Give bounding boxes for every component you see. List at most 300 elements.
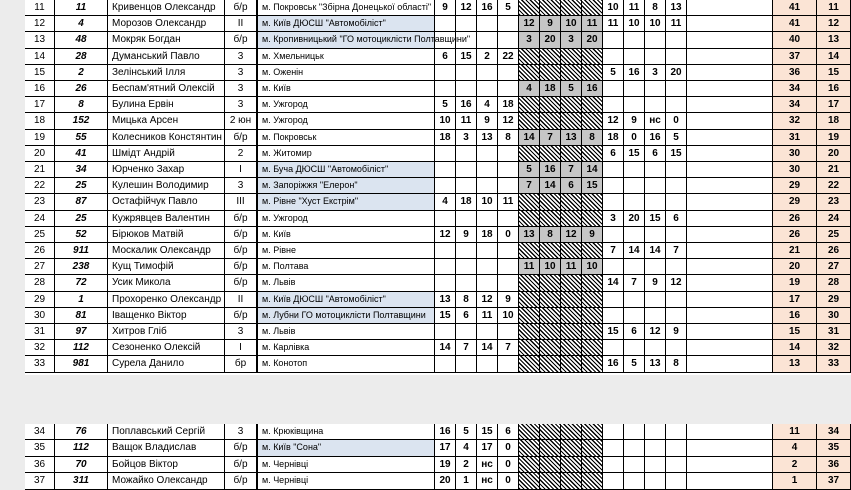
score-cell: 14 [477, 340, 498, 356]
score-cell: 20 [624, 211, 645, 227]
spacer-column [687, 32, 773, 48]
score-cell-empty [645, 32, 666, 48]
score-cell-empty [582, 356, 603, 372]
total-points: 29 [773, 194, 817, 210]
score-cell-empty [603, 259, 624, 275]
rider-class: б/р [225, 32, 257, 48]
score-cell: 15 [645, 211, 666, 227]
total-points: 16 [773, 308, 817, 324]
table-row [25, 49, 851, 65]
rider-class: 3 [225, 65, 257, 81]
place-number: 29 [25, 292, 55, 308]
score-cell-empty [561, 440, 582, 456]
rider-city: м. Чернівці [257, 473, 435, 489]
score-cell: 11 [624, 0, 645, 16]
rider-city: м. Запоріжжя "Елерон" [257, 178, 435, 194]
score-cell: 5 [435, 97, 456, 113]
score-cell: 16 [435, 424, 456, 440]
score-cell-empty [477, 16, 498, 32]
rider-number: 911 [55, 243, 108, 259]
rider-number: 55 [55, 130, 108, 146]
score-cell: 10 [540, 259, 561, 275]
score-cell-empty [435, 162, 456, 178]
score-cell: нс [477, 457, 498, 473]
score-cell-empty [561, 356, 582, 372]
score-cell-empty [603, 340, 624, 356]
score-cell: 9 [666, 324, 687, 340]
score-cell: 7 [624, 275, 645, 291]
score-cell-empty [561, 308, 582, 324]
table-row [25, 473, 851, 489]
rider-class: 3 [225, 97, 257, 113]
score-cell: 14 [645, 243, 666, 259]
score-cell-empty [666, 424, 687, 440]
score-cell-empty [540, 356, 561, 372]
score-cell-empty [519, 292, 540, 308]
spacer-column [687, 0, 773, 16]
rider-class: б/р [225, 211, 257, 227]
rider-city: м. Покровськ "Збірна Донецької області" [257, 0, 435, 16]
place-number: 14 [25, 49, 55, 65]
score-cell: 11 [498, 194, 519, 210]
place-number: 26 [25, 243, 55, 259]
score-cell: 6 [603, 146, 624, 162]
score-cell-empty [666, 81, 687, 97]
score-cell-empty [582, 340, 603, 356]
score-cell: 6 [456, 308, 477, 324]
score-cell: 18 [498, 97, 519, 113]
rider-city: м. Ужгород [257, 113, 435, 129]
rider-number: 41 [55, 146, 108, 162]
score-cell-empty [645, 424, 666, 440]
score-cell: 4 [519, 81, 540, 97]
score-cell: 9 [477, 113, 498, 129]
score-cell: 9 [645, 275, 666, 291]
final-place: 18 [817, 113, 851, 129]
score-cell: 0 [666, 113, 687, 129]
score-cell-empty [582, 457, 603, 473]
rider-name: Мицька Арсен [108, 113, 225, 129]
table-row [25, 440, 851, 456]
rider-name: Морозов Олександр [108, 16, 225, 32]
score-cell-empty [540, 0, 561, 16]
score-cell-empty [456, 178, 477, 194]
rider-name: Хитров Гліб [108, 324, 225, 340]
score-cell: 2 [456, 457, 477, 473]
score-cell-empty [519, 324, 540, 340]
place-number: 23 [25, 194, 55, 210]
rider-class: б/р [225, 473, 257, 489]
rider-city: м. Ужгород [257, 97, 435, 113]
score-cell-empty [645, 259, 666, 275]
score-cell-empty [540, 211, 561, 227]
score-cell-empty [540, 292, 561, 308]
score-cell: 11 [456, 113, 477, 129]
score-cell-empty [498, 32, 519, 48]
score-cell: нс [645, 113, 666, 129]
score-cell-empty [582, 275, 603, 291]
table-row [25, 16, 851, 32]
results-table-bottom [25, 424, 851, 490]
score-cell-empty [498, 275, 519, 291]
score-cell-empty [603, 473, 624, 489]
score-cell-empty [561, 292, 582, 308]
score-cell: 7 [519, 178, 540, 194]
final-place: 24 [817, 211, 851, 227]
score-cell-empty [645, 81, 666, 97]
score-cell-empty [666, 308, 687, 324]
rider-class: 3 [225, 81, 257, 97]
spacer-column [687, 178, 773, 194]
score-cell: 3 [519, 32, 540, 48]
score-cell-empty [477, 243, 498, 259]
score-cell: 12 [519, 16, 540, 32]
score-cell-empty [624, 308, 645, 324]
rider-city: м. Конотоп [257, 356, 435, 372]
score-cell: 13 [645, 356, 666, 372]
score-cell-empty [519, 424, 540, 440]
score-cell: 4 [456, 440, 477, 456]
spacer-column [687, 473, 773, 489]
rider-number: 11 [55, 0, 108, 16]
rider-class: I [225, 340, 257, 356]
score-cell: 20 [435, 473, 456, 489]
score-cell: 15 [456, 49, 477, 65]
place-number: 15 [25, 65, 55, 81]
place-number: 28 [25, 275, 55, 291]
score-cell-empty [540, 194, 561, 210]
score-cell-empty [561, 194, 582, 210]
score-cell-empty [561, 324, 582, 340]
rider-city: м. Оженін [257, 65, 435, 81]
rider-name: Булина Ервін [108, 97, 225, 113]
score-cell-empty [456, 16, 477, 32]
score-cell-empty [519, 97, 540, 113]
score-cell-empty [519, 356, 540, 372]
rider-name: Шмідт Андрій [108, 146, 225, 162]
table-row [25, 308, 851, 324]
score-cell: 8 [582, 130, 603, 146]
score-cell-empty [624, 340, 645, 356]
total-points: 37 [773, 49, 817, 65]
score-cell-empty [519, 194, 540, 210]
total-points: 34 [773, 81, 817, 97]
score-cell-empty [498, 356, 519, 372]
score-cell-empty [666, 178, 687, 194]
score-cell-empty [561, 473, 582, 489]
spacer-column [687, 65, 773, 81]
score-cell: 20 [666, 65, 687, 81]
rider-city: м. Львів [257, 324, 435, 340]
score-cell: 16 [540, 162, 561, 178]
rider-city: м. Київ [257, 227, 435, 243]
rider-name: Остафійчук Павло [108, 194, 225, 210]
total-points: 32 [773, 113, 817, 129]
rider-class: б/р [225, 457, 257, 473]
score-cell-empty [624, 424, 645, 440]
score-cell-empty [666, 49, 687, 65]
score-cell-empty [540, 424, 561, 440]
score-cell: 14 [435, 340, 456, 356]
score-cell-empty [582, 308, 603, 324]
score-cell-empty [456, 146, 477, 162]
score-cell-empty [435, 324, 456, 340]
score-cell: 6 [645, 146, 666, 162]
score-cell: 18 [435, 130, 456, 146]
place-number: 19 [25, 130, 55, 146]
score-cell: нс [477, 473, 498, 489]
score-cell: 3 [645, 65, 666, 81]
score-cell-empty [582, 49, 603, 65]
score-cell-empty [624, 32, 645, 48]
score-cell-empty [561, 146, 582, 162]
score-cell-empty [540, 308, 561, 324]
score-cell-empty [456, 65, 477, 81]
score-cell-empty [519, 275, 540, 291]
total-points: 31 [773, 130, 817, 146]
score-cell: 11 [582, 16, 603, 32]
score-cell-empty [540, 243, 561, 259]
score-cell-empty [582, 440, 603, 456]
score-cell-empty [582, 194, 603, 210]
score-cell: 11 [519, 259, 540, 275]
score-cell-empty [645, 194, 666, 210]
place-number: 17 [25, 97, 55, 113]
spacer-column [687, 194, 773, 210]
score-cell-empty [561, 275, 582, 291]
rider-number: 34 [55, 162, 108, 178]
spacer-column [687, 424, 773, 440]
total-points: 4 [773, 440, 817, 456]
score-cell-empty [477, 211, 498, 227]
score-cell: 9 [498, 292, 519, 308]
rider-number: 87 [55, 194, 108, 210]
rider-name: Беспам'ятний Олексій [108, 81, 225, 97]
final-place: 29 [817, 292, 851, 308]
rider-number: 26 [55, 81, 108, 97]
score-cell: 11 [603, 16, 624, 32]
spacer-column [687, 113, 773, 129]
rider-number: 4 [55, 16, 108, 32]
score-cell: 8 [456, 292, 477, 308]
total-points: 17 [773, 292, 817, 308]
score-cell: 6 [561, 178, 582, 194]
score-cell-empty [561, 243, 582, 259]
score-cell-empty [666, 162, 687, 178]
score-cell-empty [498, 146, 519, 162]
score-cell-empty [498, 324, 519, 340]
final-place: 17 [817, 97, 851, 113]
score-cell: 9 [582, 227, 603, 243]
score-cell: 15 [624, 146, 645, 162]
rider-number: 2 [55, 65, 108, 81]
score-cell-empty [519, 146, 540, 162]
score-cell-empty [645, 340, 666, 356]
rider-city: м. Житомир [257, 146, 435, 162]
score-cell-empty [519, 473, 540, 489]
score-cell-empty [603, 97, 624, 113]
table-row [25, 81, 851, 97]
score-cell-empty [645, 308, 666, 324]
score-cell-empty [435, 259, 456, 275]
score-cell-empty [666, 340, 687, 356]
spacer-column [687, 49, 773, 65]
score-cell: 5 [519, 162, 540, 178]
total-points: 26 [773, 211, 817, 227]
score-cell: 15 [582, 178, 603, 194]
score-cell-empty [603, 194, 624, 210]
results-table-top [25, 0, 851, 375]
score-cell: 12 [456, 0, 477, 16]
rider-name: Поплавський Сергій [108, 424, 225, 440]
score-cell: 7 [498, 340, 519, 356]
rider-number: 25 [55, 211, 108, 227]
rider-city: м. Київ "Сона" [257, 440, 435, 456]
score-cell-empty [519, 65, 540, 81]
score-cell-empty [519, 0, 540, 16]
score-cell: 8 [540, 227, 561, 243]
score-cell-empty [540, 324, 561, 340]
score-cell-empty [477, 324, 498, 340]
score-cell-empty [582, 324, 603, 340]
score-cell-empty [603, 81, 624, 97]
total-points: 15 [773, 324, 817, 340]
total-points: 20 [773, 259, 817, 275]
score-cell-empty [435, 81, 456, 97]
total-points: 41 [773, 16, 817, 32]
score-cell-empty [603, 49, 624, 65]
score-cell-empty [666, 194, 687, 210]
final-place: 35 [817, 440, 851, 456]
place-number: 32 [25, 340, 55, 356]
score-cell: 5 [624, 356, 645, 372]
score-cell-empty [561, 0, 582, 16]
score-cell-empty [540, 113, 561, 129]
rider-number: 238 [55, 259, 108, 275]
score-cell: 14 [624, 243, 645, 259]
score-cell: 16 [624, 65, 645, 81]
score-cell-empty [498, 243, 519, 259]
table-row [25, 340, 851, 356]
score-cell-empty [540, 49, 561, 65]
place-number: 24 [25, 211, 55, 227]
score-cell-empty [519, 340, 540, 356]
table-row [25, 0, 851, 16]
score-cell-empty [477, 65, 498, 81]
rider-name: Думанський Павло [108, 49, 225, 65]
final-place: 16 [817, 81, 851, 97]
place-number: 27 [25, 259, 55, 275]
total-points: 30 [773, 162, 817, 178]
spacer-column [687, 227, 773, 243]
score-cell-empty [540, 457, 561, 473]
table-row [25, 113, 851, 129]
rider-number: 48 [55, 32, 108, 48]
final-place: 13 [817, 32, 851, 48]
score-cell-empty [666, 227, 687, 243]
rider-number: 81 [55, 308, 108, 324]
final-place: 31 [817, 324, 851, 340]
rider-city: м. Крюківщина [257, 424, 435, 440]
final-place: 32 [817, 340, 851, 356]
score-cell-empty [645, 49, 666, 65]
spacer-column [687, 146, 773, 162]
score-cell: 4 [435, 194, 456, 210]
score-cell-empty [582, 243, 603, 259]
score-cell-empty [561, 211, 582, 227]
total-points: 13 [773, 356, 817, 372]
rider-city: м. Київ ДЮСШ "Автомобіліст" [257, 292, 435, 308]
score-cell-empty [666, 473, 687, 489]
place-number: 21 [25, 162, 55, 178]
place-number: 33 [25, 356, 55, 372]
table-row [25, 130, 851, 146]
score-cell: 10 [498, 308, 519, 324]
spacer-column [687, 259, 773, 275]
spacer-column [687, 162, 773, 178]
spacer-column [687, 457, 773, 473]
place-number: 37 [25, 473, 55, 489]
place-number: 34 [25, 424, 55, 440]
rider-number: 28 [55, 49, 108, 65]
rider-city: м. Хмельницьк [257, 49, 435, 65]
final-place: 14 [817, 49, 851, 65]
score-cell: 0 [498, 457, 519, 473]
score-cell-empty [645, 178, 666, 194]
place-number: 36 [25, 457, 55, 473]
score-cell-empty [624, 178, 645, 194]
rider-name: Кривенцов Олександр [108, 0, 225, 16]
score-cell-empty [603, 227, 624, 243]
rider-number: 1 [55, 292, 108, 308]
final-place: 23 [817, 194, 851, 210]
score-cell-empty [435, 146, 456, 162]
final-place: 20 [817, 146, 851, 162]
rider-class: б/р [225, 243, 257, 259]
rider-name: Сурела Данило [108, 356, 225, 372]
score-cell-empty [582, 97, 603, 113]
score-cell-empty [435, 178, 456, 194]
table-row [25, 275, 851, 291]
rider-class: б/р [225, 130, 257, 146]
rider-name: Ващок Владислав [108, 440, 225, 456]
score-cell-empty [582, 424, 603, 440]
table-row [25, 65, 851, 81]
rider-number: 152 [55, 113, 108, 129]
score-cell-empty [624, 194, 645, 210]
table-row [25, 194, 851, 210]
place-number: 31 [25, 324, 55, 340]
rider-class: б/р [225, 275, 257, 291]
score-cell: 15 [603, 324, 624, 340]
total-points: 29 [773, 178, 817, 194]
total-points: 19 [773, 275, 817, 291]
spacer-column [687, 130, 773, 146]
final-place: 26 [817, 243, 851, 259]
score-cell-empty [498, 178, 519, 194]
score-cell-empty [435, 16, 456, 32]
score-cell-empty [477, 81, 498, 97]
spacer-column [687, 440, 773, 456]
rider-number: 25 [55, 178, 108, 194]
score-cell: 14 [519, 130, 540, 146]
table-row [25, 162, 851, 178]
score-cell-empty [435, 211, 456, 227]
score-cell-empty [519, 440, 540, 456]
table-row [25, 259, 851, 275]
rider-name: Мокряк Богдан [108, 32, 225, 48]
score-cell-empty [477, 32, 498, 48]
